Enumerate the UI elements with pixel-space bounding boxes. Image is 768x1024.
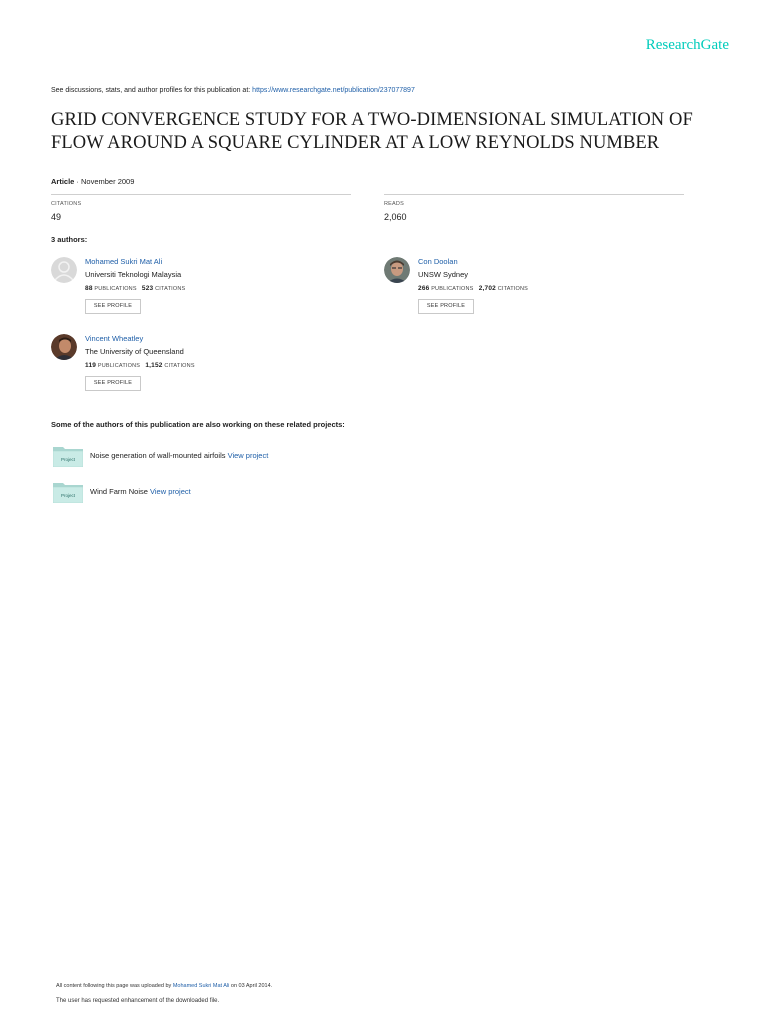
author-stats <box>85 285 185 292</box>
author-card <box>384 257 684 327</box>
citations-divider <box>51 194 351 195</box>
project-name: Wind Farm Noise <box>90 487 151 496</box>
author-institution: The University of Queensland <box>85 347 184 356</box>
project-text <box>90 487 191 496</box>
upload-note <box>56 983 272 989</box>
author-photo-icon[interactable] <box>384 257 410 283</box>
authors-heading: 3 authors: <box>51 235 88 244</box>
article-meta <box>51 177 134 186</box>
paper-title <box>51 109 721 155</box>
reads-label: READS <box>384 201 404 207</box>
article-type: Article <box>51 177 75 186</box>
author-citations-count: 2,702 <box>478 285 496 292</box>
author-institution: UNSW Sydney <box>418 270 469 279</box>
author-card <box>51 334 351 404</box>
see-profile-button[interactable]: SEE PROFILE <box>85 299 141 314</box>
author-name-link[interactable]: Con Doolan <box>418 257 458 266</box>
publications-label: PUBLICATIONS <box>431 286 474 292</box>
avatar-placeholder-icon[interactable] <box>51 257 77 283</box>
author-citations-count: 1,152 <box>145 362 163 369</box>
title-line-2: FLOW AROUND A SQUARE CYLINDER AT A LOW REYNOLDS NUMBER <box>51 133 660 153</box>
author-publications-count: 119 <box>85 362 97 369</box>
author-stats <box>418 285 528 292</box>
title-line-1: GRID CONVERGENCE STUDY FOR A TWO-DIMENSIONAL SIMULATION OF <box>51 110 693 130</box>
upload-prefix: All content following this page was uploaded by <box>56 983 173 989</box>
citations-label: CITATIONS <box>164 363 195 369</box>
see-profile-button[interactable]: SEE PROFILE <box>418 299 474 314</box>
author-stats <box>85 362 195 369</box>
author-publications-count: 266 <box>418 285 430 292</box>
uploader-link[interactable]: Mohamed Sukri Mat Ali <box>172 983 230 989</box>
author-name-link[interactable]: Mohamed Sukri Mat Ali <box>85 257 163 266</box>
enhancement-note: The user has requested enhancement of the downloaded file. <box>56 998 220 1004</box>
author-name-link[interactable]: Vincent Wheatley <box>85 334 144 343</box>
related-projects-heading: Some of the authors of this publication are also working on these related projects: <box>51 420 345 429</box>
citations-value: 49 <box>51 212 62 222</box>
author-card <box>51 257 351 327</box>
reads-divider <box>384 194 684 195</box>
citations-label: CITATIONS <box>497 286 529 292</box>
project-name: Noise generation of wall-mounted airfoils <box>90 451 228 460</box>
author-institution: Universiti Teknologi Malaysia <box>85 270 182 279</box>
author-publications-count: 88 <box>85 285 93 292</box>
discussion-prefix: See discussions, stats, and author profiles for this publication at: <box>51 87 253 94</box>
author-photo-icon[interactable] <box>51 334 77 360</box>
project-folder-icon <box>53 481 83 503</box>
project-text <box>90 451 268 460</box>
article-date: · November 2009 <box>74 177 135 186</box>
project-folder-label: Project <box>60 457 76 462</box>
publication-url-link[interactable]: https://www.researchgate.net/publication/237077897 <box>252 87 415 94</box>
citations-label: CITATIONS <box>51 201 82 207</box>
project-item <box>53 445 453 467</box>
project-item <box>53 481 453 503</box>
publications-label: PUBLICATIONS <box>94 286 137 292</box>
view-project-link[interactable]: View project <box>227 451 269 460</box>
reads-value: 2,060 <box>384 212 407 222</box>
view-project-link[interactable]: View project <box>150 487 191 496</box>
publications-label: PUBLICATIONS <box>97 363 141 369</box>
discussion-line <box>51 87 415 94</box>
author-citations-count: 523 <box>141 285 154 292</box>
project-folder-label: Project <box>60 493 76 498</box>
project-folder-icon <box>53 445 83 467</box>
see-profile-button[interactable]: SEE PROFILE <box>85 376 141 391</box>
upload-date: on 03 April 2014. <box>229 983 273 989</box>
researchgate-logo[interactable]: ResearchGate <box>645 37 729 53</box>
citations-label: CITATIONS <box>155 286 186 292</box>
